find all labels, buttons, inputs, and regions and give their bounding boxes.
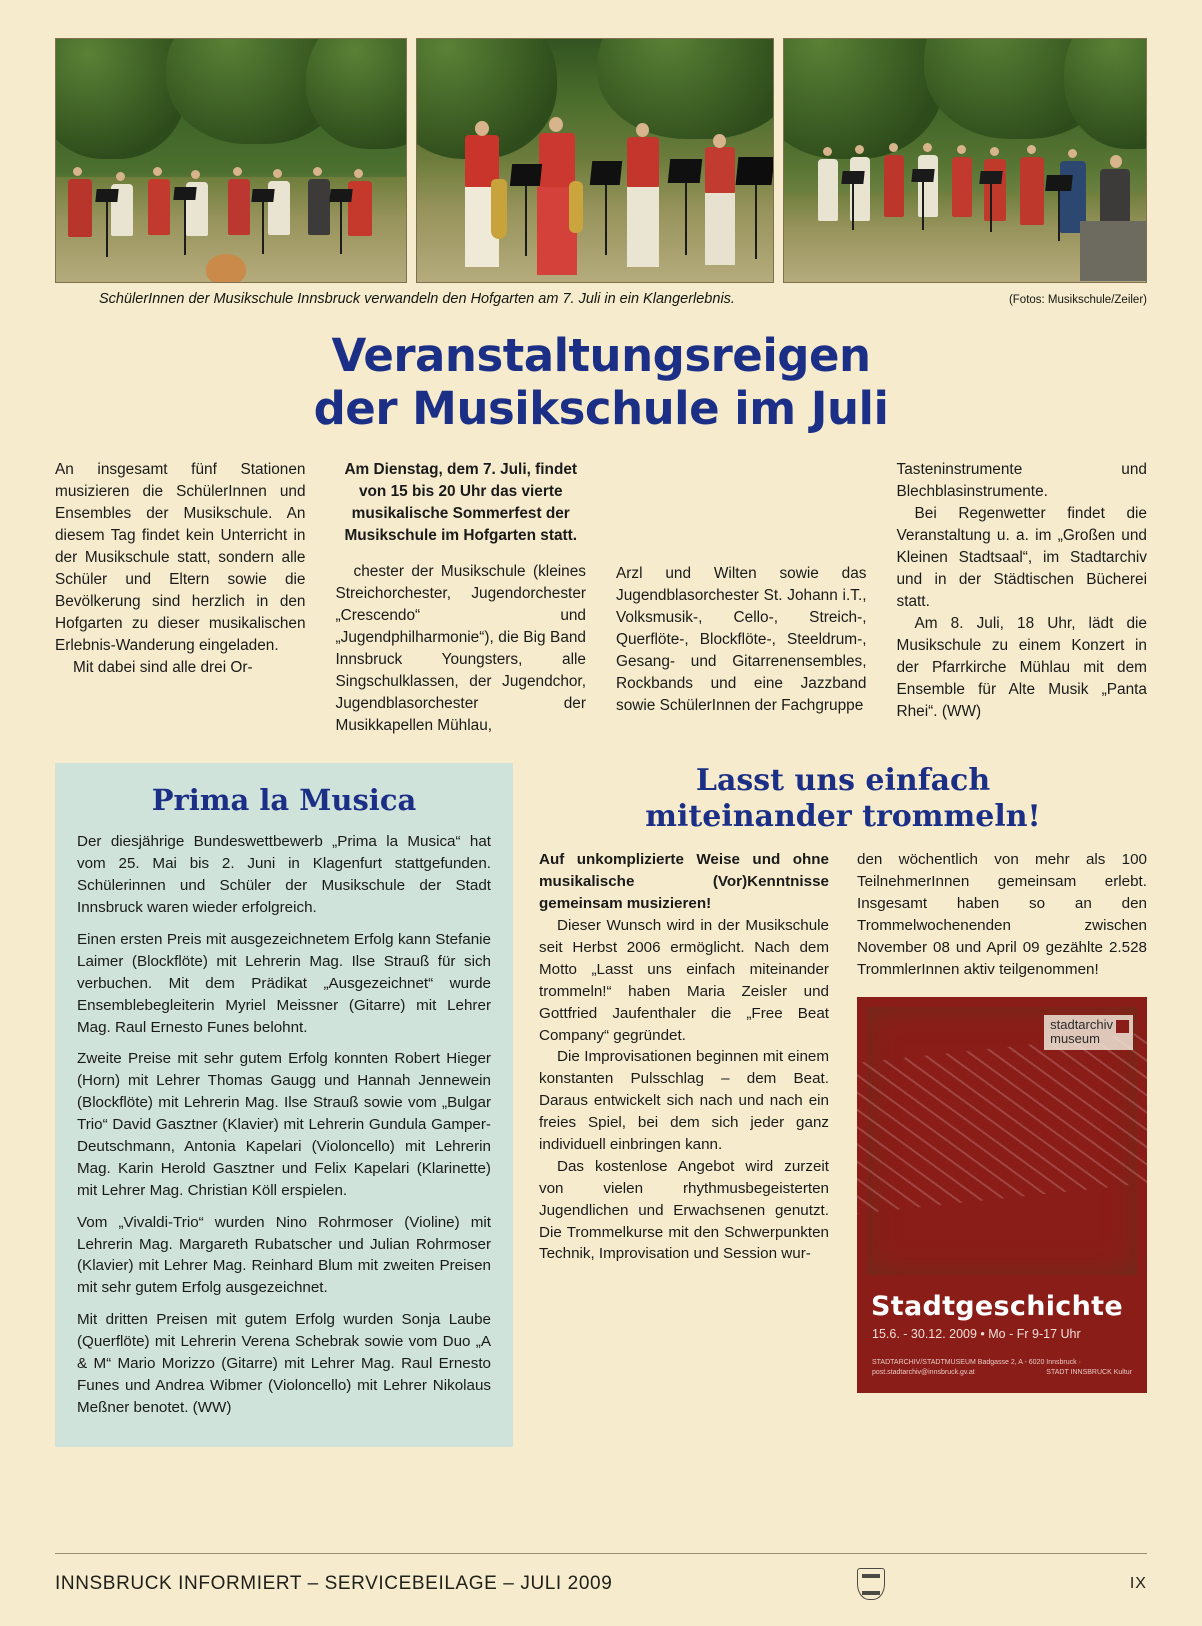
person-shape [549, 117, 563, 132]
headline-line-1: Veranstaltungsreigen [331, 329, 871, 382]
panel-title: Prima la Musica [151, 783, 417, 818]
article-column-4 [897, 459, 1148, 737]
music-stand-icon [755, 185, 757, 259]
prima-la-musica-panel [55, 763, 513, 1446]
drumming-paragraph: Das kostenlose Angebot wird zurzeit von vielen rhythmusbegeisterten Jugendlichen und Erwachsenen genutzt. Die Trommelkurse mit den Schwerpunkten Technik, Improvisation und Session wur- [539, 1157, 829, 1263]
panel-paragraph: Der diesjährige Bundeswettbewerb „Prima la Musica“ hat vom 25. Mai bis 2. Juni in Klagenfurt stattgefunden. Schülerinnen und Schüler der Musikschule der Stadt Innsbruck waren wieder erfolgreich. [77, 833, 491, 917]
saxophone-shape [491, 179, 507, 239]
poster-title: Stadtgeschichte [871, 1290, 1123, 1322]
article-columns [55, 459, 1147, 737]
article-column-2 [336, 459, 587, 737]
photo-wind-orchestra [783, 38, 1147, 283]
saxophone-shape [569, 181, 583, 233]
drumming-column-1 [539, 849, 829, 1392]
music-stand-icon [329, 189, 352, 202]
person-shape [705, 147, 735, 193]
music-stand-icon [1046, 175, 1074, 191]
music-stand-icon [95, 189, 118, 202]
music-stand-icon [980, 171, 1003, 184]
article-paragraph: Mit dabei sind alle drei Or- [73, 659, 253, 677]
person-shape [233, 167, 242, 176]
headline-line-2: der Musikschule im Juli [313, 382, 889, 436]
logo-square-icon [1116, 1020, 1129, 1033]
music-stand-icon [251, 189, 274, 202]
music-stand-icon [510, 164, 542, 186]
drumming-paragraph: Die Improvisationen beginnen mit einem konstanten Pulsschlag – dem Beat. Daraus entwickelt sich nach und nach ein freies Spiel, bei dem sich jeder ganz individuell einbringen kann. [539, 1048, 829, 1153]
stadtarchiv-museum-logo [1044, 1015, 1133, 1050]
child-shape [206, 254, 246, 283]
person-shape [68, 179, 92, 237]
music-stand-icon [1058, 191, 1060, 241]
page-title [55, 329, 1147, 435]
person-shape [1020, 157, 1044, 225]
music-stand-icon [735, 157, 774, 185]
article-column-1 [55, 459, 306, 737]
drumming-title [539, 763, 1147, 835]
music-stand-icon [852, 184, 854, 230]
footer-divider [55, 1553, 1147, 1554]
person-shape [273, 169, 282, 178]
person-shape [116, 172, 125, 181]
drumming-column-2 [857, 849, 1147, 1392]
person-shape [818, 159, 838, 221]
music-stand-icon [106, 202, 108, 257]
stadtgeschichte-poster [857, 997, 1147, 1393]
drumming-paragraph: Dieser Wunsch wird in der Musikschule seit Herbst 2006 ermöglicht. Nach dem Motto „Lasst uns einfach miteinander trommeln!“ haben Maria Zeisler und Gottfried Jaufenthaler die „Free Beat Company“ gegründet. [539, 917, 829, 1044]
person-shape [952, 157, 972, 217]
logo-line-2: museum [1050, 1031, 1100, 1047]
article-paragraph: Arzl und Wilten sowie das Jugendblasorchester St. Johann i.T., Volksmusik-, Cello-, Streich-, Querflöte-, Blockflöte-, Steeldrum-, Gesang- und Gitarrenensembles, Rockbands und eine Jazzband sowie SchülerInnen der Fachgruppe [616, 565, 867, 715]
music-stand-icon [912, 169, 935, 182]
page-number: IX [1129, 1575, 1147, 1592]
photo-caption-row [55, 283, 1147, 307]
drumming-title-line-2: miteinander trommeln! [645, 799, 1041, 835]
photo-saxophone-ensemble [416, 38, 775, 283]
panel-paragraph: Einen ersten Preis mit ausgezeichnetem Erfolg kann Stefanie Laimer (Blockflöte) mit Lehrerin Mag. Ilse Strauß für sich verbuchen. Mit dem Prädikat „Ausgezeichnet“ wurde Ensemblebegleiterin Myriel Meissner (Gitarre) mit Lehrer Mag. Raul Ernesto Funes belohnt. [77, 930, 491, 1036]
drumming-columns [539, 849, 1147, 1392]
photo-guitar-ensemble [55, 38, 407, 283]
music-stand-icon [184, 200, 186, 255]
person-shape [627, 137, 659, 187]
innsbruck-crest-icon [857, 1568, 885, 1600]
music-stand-icon [990, 184, 992, 232]
page-footer [55, 1553, 1147, 1600]
footer-row [55, 1568, 1147, 1600]
person-shape [153, 167, 162, 176]
music-stand-icon [605, 185, 607, 255]
poster-subtitle: 15.6. - 30.12. 2009 • Mo - Fr 9-17 Uhr [872, 1326, 1081, 1341]
music-stand-icon [589, 161, 622, 185]
article-paragraph: Am 8. Juli, 18 Uhr, lädt die Musikschule zu einem Konzert in der Pfarrkirche Mühlau mit dem Ensemble für Alte Musik „Panta Rhei“. (WW) [896, 615, 1147, 721]
person-shape [354, 169, 363, 178]
panel-paragraph: Vom „Vivaldi-Trio“ wurden Nino Rohrmoser (Violine) mit Lehrerin Mag. Margareth Rubatscher und Julian Rohrmoser (Klavier) mit Lehrer Mag. Reinhard Blum mit zweiten Preisen mit sehr gutem Erfolg ausgezeichnet. [77, 1213, 491, 1297]
person-shape [313, 167, 322, 176]
music-stand-icon [340, 202, 342, 254]
music-stand-icon [667, 159, 702, 183]
person-shape [984, 159, 1006, 221]
music-stand-icon [262, 202, 264, 254]
drumming-intro: Auf unkomplizierte Weise und ohne musikalische (Vor)Kenntnisse gemeinsam musizieren! [539, 851, 829, 913]
panel-paragraph: Zweite Preise mit sehr gutem Erfolg konnten Robert Hieger (Horn) mit Lehrer Thomas Gaugg und Hannah Jennewein (Blockflöte) mit Lehrerin Mag. Ilse Strauß sowie vom „Bulgar Trio“ David Gasztner (Klavier) mit Lehrerin Gundula Gamper-Deutschmann, Antonia Kapelari (Violoncello) mit Lehrerin Mag. Karin Herold Gasztner und Felix Kapelari (Klarinette) mit Lehrer Mag. Christian Köll erspielen. [77, 1050, 491, 1199]
person-shape [228, 179, 250, 235]
person-shape [73, 167, 82, 176]
logo-line-1: stadtarchiv [1050, 1016, 1113, 1032]
audience-shape [1080, 221, 1147, 281]
lower-section [55, 763, 1147, 1446]
music-stand-icon [922, 182, 924, 230]
poster-footer-left: STADTARCHIV/STADTMUSEUM Badgasse 2, A - 6020 Innsbruck · post.stadtarchiv@innsbruck.gv.at [872, 1358, 1081, 1377]
photo-caption: SchülerInnen der Musikschule Innsbruck verwandeln den Hofgarten am 7. Juli in ein Klangerlebnis. [99, 291, 735, 307]
panel-paragraph: Mit dritten Preisen mit gutem Erfolg wurden Sonja Laube (Querflöte) mit Lehrerin Verena Schebrak sowie vom Duo „A & M“ Mario Morizzo (Gitarre) mit Lehrer Mag. Raul Ernesto Funes und Andrea Wibmer (Violoncello) mit Lehrer Nikolaus Meßner benotet. (WW) [77, 1311, 491, 1416]
person-shape [918, 155, 938, 217]
poster-footer-right: STADT INNSBRUCK Kultur [1046, 1369, 1132, 1377]
person-shape [475, 121, 489, 136]
person-shape [308, 179, 330, 235]
drumming-title-line-1: Lasst uns einfach [695, 763, 991, 799]
music-stand-icon [685, 183, 687, 255]
music-stand-icon [842, 171, 865, 184]
drumming-article [539, 763, 1147, 1446]
photo-credit: (Fotos: Musikschule/Zeiler) [1008, 294, 1147, 306]
person-shape [148, 179, 170, 235]
person-shape [636, 123, 649, 137]
footer-publication: INNSBRUCK INFORMIERT – SERVICEBEILAGE – JULI 2009 [55, 1573, 613, 1594]
music-stand-icon [173, 187, 196, 200]
person-shape [191, 170, 200, 179]
music-stand-icon [525, 186, 527, 256]
article-lead: Am Dienstag, dem 7. Juli, findet von 15 bis 20 Uhr das vierte musikalische Sommerfest der Musikschule im Hofgarten statt. [344, 461, 578, 545]
person-shape [884, 155, 904, 217]
person-shape [627, 187, 659, 267]
article-paragraph: Bei Regenwetter findet die Veranstaltung u. a. im „Großen und Kleinen Stadtsaal“, im Stadtarchiv und in der Städtischen Bücherei statt. [896, 505, 1147, 611]
person-shape [539, 133, 575, 187]
article-paragraph: Tasteninstrumente und Blechblasinstrumente. [896, 461, 1147, 501]
article-paragraph: chester der Musikschule (kleines Streichorchester, Jugendorchester „Crescendo“ und „Jugendphilharmonie“), die Big Band Innsbruck Youngsters, alle Singschulklassen, der Jugendchor, Jugendblasorchester der Musikkapellen Mühlau, [335, 563, 586, 735]
photo-strip [55, 0, 1147, 283]
article-paragraph: An insgesamt fünf Stationen musizieren die SchülerInnen und Ensembles der Musikschule. An diesem Tag findet kein Unterricht in der Musikschule statt, sondern alle Schüler und Eltern sowie die Bevölkerung sind herzlich in den Hofgarten zu dieser musikalischen Erlebnis-Wanderung eingeladen. [55, 461, 306, 655]
article-column-3 [616, 459, 867, 737]
person-shape [713, 134, 726, 148]
person-shape [705, 193, 735, 265]
drumming-paragraph: den wöchentlich von mehr als 100 TeilnehmerInnen gemeinsam erlebt. Insgesamt haben so an den Trommelwochenenden zwischen November 08 und April 09 gezählte 2.528 TrommlerInnen aktiv teilgenommen! [857, 851, 1147, 978]
